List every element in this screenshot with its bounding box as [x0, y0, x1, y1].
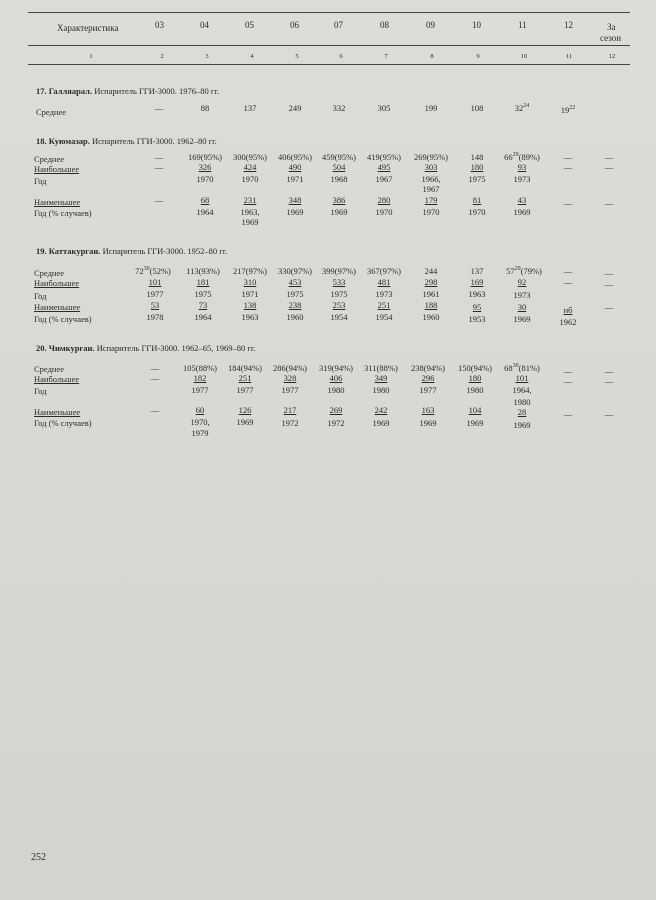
s20-max-06: 328: [283, 373, 297, 383]
s20-min-05: 126: [238, 405, 252, 415]
s18-minyear-06: 1969: [286, 207, 304, 217]
s17-mean-09: 199: [424, 103, 438, 113]
s20-mean-10: 150(94%): [458, 363, 492, 373]
header-season-line1: За: [607, 22, 616, 32]
s20-mean-season: —: [604, 366, 614, 376]
header-month-10: 10: [472, 20, 481, 30]
column-number: 6: [339, 53, 343, 60]
column-number: 3: [205, 53, 209, 60]
section-18-number: 18.: [36, 136, 47, 146]
header-month-08: 08: [380, 20, 389, 30]
s18-minyear-04: 1964: [196, 207, 214, 217]
row-label-mean: Среднее: [36, 107, 66, 117]
s18-min-12: —: [563, 198, 573, 208]
s19-mean-09: 244: [424, 266, 438, 276]
s19-minyear-12: 1962: [559, 317, 577, 327]
s19-max-05: 310: [243, 277, 257, 287]
s18-max-11: 93: [517, 162, 527, 172]
s20-mean-12: —: [563, 366, 573, 376]
s20-mean-05: 184(94%): [228, 363, 262, 373]
s20-max-11: 101: [515, 373, 529, 383]
row-label-mean: Среднее: [34, 154, 64, 164]
s18-mean-12: —: [563, 152, 573, 162]
header-month-09: 09: [426, 20, 435, 30]
s17-mean-08: 305: [377, 103, 391, 113]
s20-max-09: 296: [421, 373, 435, 383]
s18-maxyear-04: 1970: [196, 174, 214, 184]
row-label-min: Наименьшее: [34, 197, 81, 207]
s20-mean-08: 311(88%): [364, 363, 398, 373]
s19-minyear-08: 1954: [375, 312, 393, 322]
column-number: 12: [608, 53, 616, 60]
s19-mean-06: 330(97%): [278, 266, 312, 276]
s20-minyear-10: 1969: [466, 418, 484, 428]
section-17-title: [36, 86, 219, 96]
row-label-year-pct: Год (% случаев): [34, 418, 92, 428]
s19-mean-03: $72^{30}(52\%)$: [135, 266, 171, 276]
s20-min-06: 217: [283, 405, 297, 415]
section-20-station: Чимкурган.: [48, 343, 95, 353]
s19-maxyear-07: 1975: [330, 289, 348, 299]
s20-max-12: —: [563, 376, 573, 386]
s20-mean-03: —: [150, 363, 160, 373]
row-label-mean: Среднее: [34, 268, 64, 278]
s18-maxyear-09: 1966,: [421, 174, 441, 184]
s19-mean-10: 137: [470, 266, 484, 276]
s20-mean-04: 105(88%): [183, 363, 217, 373]
s19-minyear-09: 1960: [422, 312, 440, 322]
section-17-number: 17.: [36, 86, 47, 96]
s19-mean-07: 399(97%): [322, 266, 356, 276]
header-month-06: 06: [290, 20, 299, 30]
s19-minyear-05: 1963: [241, 312, 259, 322]
s18-maxyear-07: 1968: [330, 174, 348, 184]
s18-minyear-11: 1969: [513, 207, 531, 217]
s20-minyear-06: 1972: [281, 418, 299, 428]
s19-min-09: 188: [424, 300, 438, 310]
s20-min-10: 104: [468, 405, 482, 415]
top-rule: [28, 12, 630, 13]
s20-minyear-04-b: 1979: [191, 428, 209, 438]
section-19-station: Каттакурган.: [48, 246, 101, 256]
s18-min-03: —: [154, 195, 164, 205]
s20-maxyear-06: 1977: [281, 385, 299, 395]
s19-maxyear-09: 1961: [422, 289, 440, 299]
s19-max-04: 181: [196, 277, 210, 287]
s18-maxyear-11: 1973: [513, 174, 531, 184]
row-label-year: Год: [34, 386, 47, 396]
s20-mean-11: $68^{30}(81\%)$: [504, 363, 540, 373]
s18-maxyear-08: 1967: [375, 174, 393, 184]
header-bottom-rule: [28, 64, 630, 65]
column-number: 7: [384, 53, 388, 60]
s18-min-09: 179: [424, 195, 438, 205]
s18-mean-03: —: [154, 152, 164, 162]
s20-mean-07: 319(94%): [319, 363, 353, 373]
s20-max-10: 180: [468, 373, 482, 383]
row-label-max: Наибольшее: [34, 374, 80, 384]
s20-min-09: 163: [421, 405, 435, 415]
s18-mean-season: —: [604, 152, 614, 162]
s19-min-season: —: [604, 302, 614, 312]
s18-maxyear-05: 1970: [241, 174, 259, 184]
s20-max-03: —: [150, 373, 160, 383]
s20-min-07: 269: [329, 405, 343, 415]
s20-minyear-05: 1969: [236, 417, 254, 427]
s18-max-12: —: [563, 162, 573, 172]
s20-min-12: —: [563, 409, 573, 419]
s18-maxyear-09-b: 1967: [422, 184, 440, 194]
s18-min-season: —: [604, 198, 614, 208]
row-label-max: Наибольшее: [34, 278, 80, 288]
s18-min-11: 43: [517, 195, 527, 205]
s19-min-10: 95: [472, 302, 482, 312]
row-label-min: Наименьшее: [34, 407, 81, 417]
s20-minyear-08: 1969: [372, 418, 390, 428]
s18-min-06: 348: [288, 195, 302, 205]
header-month-04: 04: [200, 20, 209, 30]
header-month-11: 11: [518, 20, 527, 30]
s19-min-12: нб: [563, 305, 573, 315]
s18-max-04: 326: [198, 162, 212, 172]
s18-minyear-05: 1963,: [240, 207, 260, 217]
column-number: 10: [520, 53, 528, 60]
s18-max-08: 495: [377, 162, 391, 172]
s18-mean-10: 148: [470, 152, 484, 162]
s19-maxyear-11: 1973: [513, 290, 531, 300]
s19-minyear-07: 1954: [330, 312, 348, 322]
page-number: 252: [31, 852, 46, 863]
s20-maxyear-11: 1964,: [512, 385, 532, 395]
s19-minyear-03: 1978: [146, 312, 164, 322]
column-number: 5: [295, 53, 299, 60]
section-20-number: 20.: [36, 343, 47, 353]
s20-max-04: 182: [193, 373, 207, 383]
s19-min-05: 138: [243, 300, 257, 310]
section-17-station: Галляарал.: [48, 86, 93, 96]
s20-maxyear-08: 1980: [372, 385, 390, 395]
s18-min-10: 81: [472, 195, 482, 205]
s19-max-season: —: [604, 279, 614, 289]
section-18-title: [36, 136, 217, 146]
s19-maxyear-04: 1975: [194, 289, 212, 299]
s19-min-06: 238: [288, 300, 302, 310]
s19-maxyear-08: 1973: [375, 289, 393, 299]
s17-mean-07: 332: [332, 103, 346, 113]
column-number: 4: [250, 53, 254, 60]
s19-maxyear-06: 1975: [286, 289, 304, 299]
s20-min-03: —: [150, 405, 160, 415]
s19-max-09: 298: [424, 277, 438, 287]
s20-minyear-11: 1969: [513, 420, 531, 430]
s20-mean-06: 286(94%): [273, 363, 307, 373]
column-number: 9: [476, 53, 480, 60]
s19-maxyear-10: 1963: [468, 289, 486, 299]
row-label-year-pct: Год (% случаев): [34, 314, 92, 324]
s18-mean-08: 419(95%): [367, 152, 401, 162]
s20-maxyear-11-b: 1980: [513, 397, 531, 407]
s19-mean-05: 217(97%): [233, 266, 267, 276]
s19-max-03: 101: [148, 277, 162, 287]
column-number: 2: [160, 53, 164, 60]
s19-max-07: 533: [332, 277, 346, 287]
s19-min-04: 73: [198, 300, 208, 310]
s18-mean-11: $66^{29}(89\%)$: [504, 152, 540, 162]
s19-mean-season: —: [604, 268, 614, 278]
section-19-number: 19.: [36, 246, 47, 256]
s19-maxyear-03: 1977: [146, 289, 164, 299]
s18-mean-09: 269(95%): [414, 152, 448, 162]
s18-min-08: 280: [377, 195, 391, 205]
section-18-station: Куюмазар.: [48, 136, 90, 146]
s20-maxyear-05: 1977: [236, 385, 254, 395]
s17-mean-12: $19^{22}$: [560, 105, 576, 115]
column-number: 11: [565, 53, 573, 60]
s18-max-06: 490: [288, 162, 302, 172]
s19-max-12: —: [563, 277, 573, 287]
s18-minyear-05-b: 1969: [241, 217, 259, 227]
s18-mean-06: 406(95%): [278, 152, 312, 162]
section-18-description: Испаритель ГГИ-3000. 1962–80 гг.: [91, 136, 217, 146]
s17-mean-05: 137: [243, 103, 257, 113]
s20-maxyear-07: 1980: [327, 385, 345, 395]
header-characteristic: Характеристика: [57, 23, 119, 33]
s18-maxyear-06: 1971: [286, 174, 304, 184]
s18-max-03: —: [154, 162, 164, 172]
row-label-year: Год: [34, 176, 47, 186]
row-label-year-pct: Год (% случаев): [34, 208, 92, 218]
s19-mean-08: 367(97%): [367, 266, 401, 276]
s19-mean-12: —: [563, 266, 573, 276]
s19-minyear-06: 1960: [286, 312, 304, 322]
s19-maxyear-05: 1971: [241, 289, 259, 299]
s18-minyear-09: 1970: [422, 207, 440, 217]
s18-min-07: 386: [332, 195, 346, 205]
s19-minyear-04: 1964: [194, 312, 212, 322]
s18-max-10: 180: [470, 162, 484, 172]
s19-max-08: 481: [377, 277, 391, 287]
row-label-min: Наименьшее: [34, 302, 81, 312]
s20-min-season: —: [604, 409, 614, 419]
s18-max-season: —: [604, 162, 614, 172]
column-number: 8: [430, 53, 434, 60]
header-rule: [28, 45, 630, 46]
section-17-description: Испаритель ГГИ-3000. 1976–80 гг.: [94, 86, 220, 96]
s19-min-11: 30: [517, 302, 527, 312]
s20-min-04: 60: [195, 405, 205, 415]
s20-maxyear-09: 1977: [419, 385, 437, 395]
s20-minyear-09: 1969: [419, 418, 437, 428]
s20-max-07: 406: [329, 373, 343, 383]
s20-max-05: 251: [238, 373, 252, 383]
s18-mean-07: 459(95%): [322, 152, 356, 162]
section-19-title: [36, 246, 227, 256]
s19-minyear-10: 1953: [468, 314, 486, 324]
s17-mean-04: 88: [200, 103, 210, 113]
section-20-description: Испаритель ГГИ-3000. 1962–65, 1969–80 гг.: [96, 343, 256, 353]
s18-maxyear-10: 1975: [468, 174, 486, 184]
header-month-12: 12: [564, 20, 573, 30]
s17-mean-06: 249: [288, 103, 302, 113]
s19-min-07: 253: [332, 300, 346, 310]
row-label-max: Наибольшее: [34, 164, 80, 174]
s18-minyear-08: 1970: [375, 207, 393, 217]
s17-mean-10: 108: [470, 103, 484, 113]
s18-max-07: 504: [332, 162, 346, 172]
s20-max-08: 349: [374, 373, 388, 383]
s18-min-05: 231: [243, 195, 257, 205]
header-season-line2: сезон: [600, 33, 622, 43]
s18-mean-04: 169(95%): [188, 152, 222, 162]
s18-mean-05: 300(95%): [233, 152, 267, 162]
s17-mean-03: —: [154, 103, 164, 113]
s19-max-11: 92: [517, 277, 527, 287]
s17-mean-11: $32^{24}$: [514, 103, 530, 113]
s19-max-10: 169: [470, 277, 484, 287]
s20-min-11: 28: [517, 407, 527, 417]
column-number: 1: [89, 53, 93, 60]
header-month-05: 05: [245, 20, 254, 30]
header-month-03: 03: [155, 20, 164, 30]
s19-mean-04: 113(93%): [186, 266, 220, 276]
s20-mean-09: 238(94%): [411, 363, 445, 373]
s19-mean-11: $57^{29}(79\%)$: [506, 266, 542, 276]
s18-min-04: 68: [200, 195, 210, 205]
s19-min-08: 251: [377, 300, 391, 310]
s20-minyear-04: 1970,: [190, 417, 210, 427]
s18-minyear-10: 1970: [468, 207, 486, 217]
s18-max-09: 303: [424, 162, 438, 172]
s20-max-season: —: [604, 376, 614, 386]
row-label-year: Год: [34, 291, 47, 301]
s20-minyear-07: 1972: [327, 418, 345, 428]
section-19-description: Испаритель ГГИ-3000. 1952–80 гг.: [102, 246, 228, 256]
s18-max-05: 424: [243, 162, 257, 172]
s20-min-08: 242: [374, 405, 388, 415]
s20-maxyear-10: 1980: [466, 385, 484, 395]
s18-minyear-07: 1969: [330, 207, 348, 217]
row-label-mean: Среднее: [34, 364, 64, 374]
section-20-title: [36, 343, 256, 353]
s20-maxyear-04: 1977: [191, 385, 209, 395]
header-month-07: 07: [334, 20, 343, 30]
s19-max-06: 453: [288, 277, 302, 287]
s19-min-03: 53: [150, 300, 160, 310]
s19-minyear-11: 1969: [513, 314, 531, 324]
